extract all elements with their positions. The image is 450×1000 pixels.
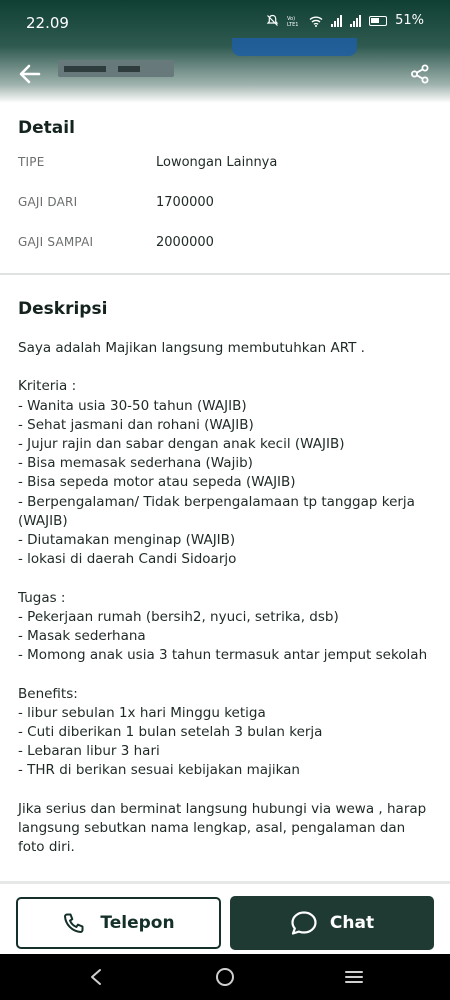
status-time: 22.09	[26, 14, 69, 32]
detail-label: GAJI SAMPAI	[18, 235, 94, 249]
svg-text:LTE1: LTE1	[287, 21, 299, 27]
signal-icon	[331, 15, 342, 27]
detail-row-gaji-dari	[18, 195, 438, 217]
detail-label: GAJI DARI	[18, 195, 78, 209]
mute-icon	[266, 14, 279, 27]
wifi-icon	[309, 15, 323, 27]
description-section	[0, 275, 450, 881]
nav-recents-button[interactable]	[342, 965, 366, 989]
battery-icon	[369, 16, 387, 26]
header-image-blur	[64, 66, 106, 72]
detail-value: Lowongan Lainnya	[156, 155, 278, 170]
volte-icon	[287, 15, 301, 27]
share-button[interactable]	[406, 60, 434, 88]
description-title: Deskripsi	[18, 299, 108, 319]
battery-percent: 51%	[395, 13, 424, 28]
telepon-label: Telepon	[100, 913, 175, 933]
recents-menu-icon	[344, 969, 364, 985]
chat-bubble-icon	[290, 910, 318, 936]
telepon-button[interactable]	[16, 897, 221, 949]
status-bar	[0, 0, 450, 46]
header	[0, 0, 450, 103]
detail-section	[0, 103, 450, 273]
action-bar	[0, 884, 450, 954]
detail-value: 1700000	[156, 195, 214, 210]
nav-back-button[interactable]	[84, 965, 108, 989]
svg-text:Vo): Vo)	[287, 15, 296, 22]
home-circle-icon	[214, 966, 236, 988]
header-image-blur	[118, 66, 140, 72]
detail-title: Detail	[18, 118, 75, 138]
system-nav-bar	[0, 954, 450, 1000]
back-button[interactable]	[16, 60, 44, 88]
detail-value: 2000000	[156, 235, 214, 250]
share-icon	[410, 64, 430, 84]
arrow-left-icon	[19, 64, 41, 84]
detail-label: TIPE	[18, 155, 45, 169]
detail-row-gaji-sampai	[18, 235, 438, 257]
chat-label: Chat	[329, 913, 375, 933]
signal-icon	[350, 15, 361, 27]
nav-home-button[interactable]	[213, 965, 237, 989]
phone-icon	[62, 911, 86, 935]
chat-button[interactable]	[230, 896, 434, 950]
description-text: Saya adalah Majikan langsung membutuhkan ART . Kriteria : - Wanita usia 30-50 tahun (WAJIB) - Sehat jasmani dan rohani (WAJIB) - Jujur rajin dan sabar dengan anak kecil (WAJIB) - Bisa memasak sederhana (Wajib) - Bisa sepeda motor atau sepeda (WAJIB) - Berpengalaman/ Tidak berpengalamaan tp tanggap kerja (WAJIB) - Diutamakan menginap (WAJIB) - lokasi di daerah Candi Sidoarjo Tugas : - Pekerjaan rumah (bersih2, nyuci, setrika, dsb) - Masak sederhana - Momong anak usia 3 tahun termasuk antar jemput sekolah Benefits: - libur sebulan 1x hari Minggu ketiga - Cuti diberikan 1 bulan setelah 3 bulan kerja - Lebaran libur 3 hari - THR di berikan sesuai kebijakan majikan Jika serius dan berminat langsung hubungi via wewa , harap langsung sebutkan nama lengkap, asal, pengalaman dan foto diri.	[18, 340, 428, 856]
status-icons	[266, 13, 424, 28]
detail-row-tipe	[18, 155, 438, 177]
back-triangle-icon	[88, 968, 104, 986]
